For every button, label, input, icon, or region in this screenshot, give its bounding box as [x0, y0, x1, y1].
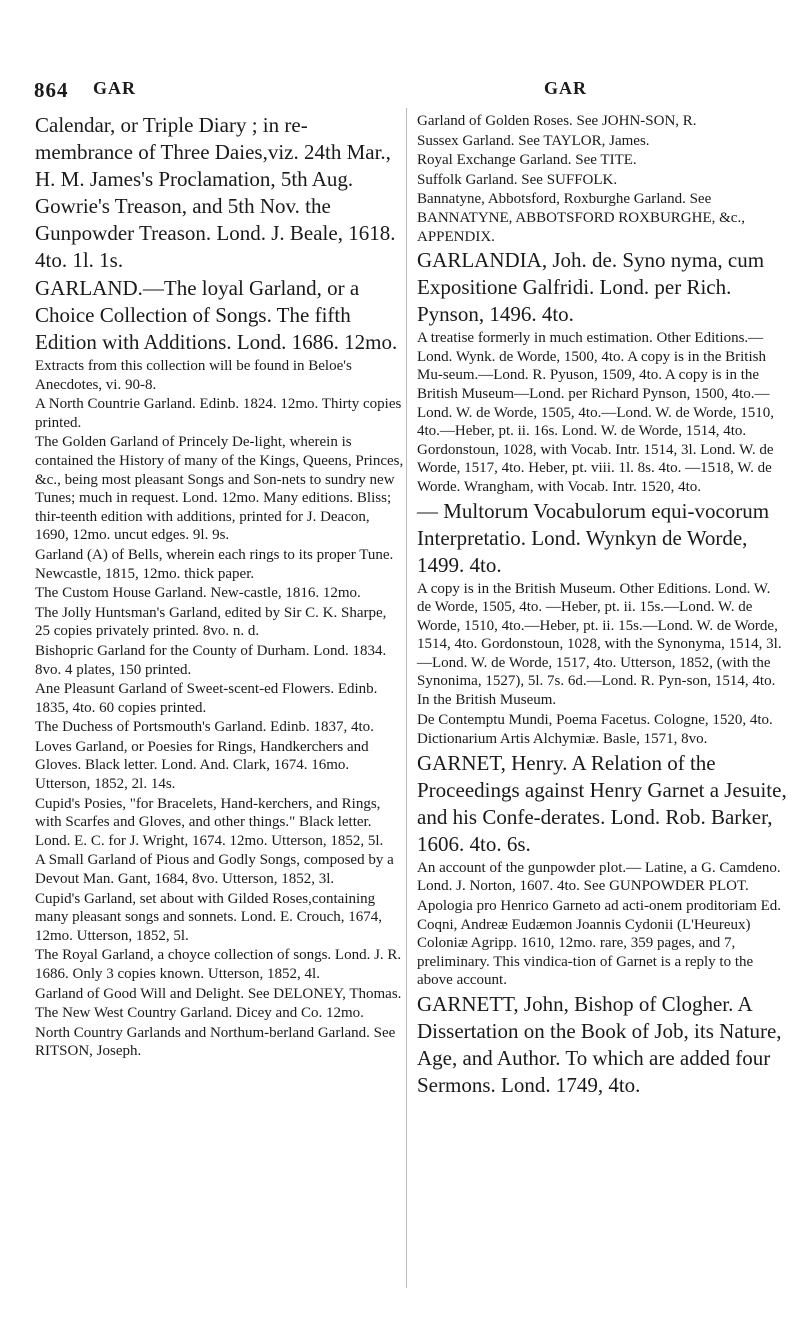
entry-note: Garland of Good Will and Delight. See DELONEY, Thomas. [35, 985, 402, 1002]
running-head-right: GAR [544, 78, 587, 98]
entry-note: Bishopric Garland for the County of Durham. Lond. 1834. 8vo. 4 plates, 150 printed. [35, 642, 387, 678]
entry-note: A Small Garland of Pious and Godly Songs, composed by a Devout Man. Gant, 1684, 8vo. Utterson, 1852, 3l. [35, 852, 394, 888]
entry-note: Bannatyne, Abbotsford, Roxburghe Garland. See BANNATYNE, ABBOTSFORD ROXBURGHE, &c., APPENDIX. [417, 191, 745, 245]
column-rule [406, 108, 407, 1288]
entry-note: Ane Pleasunt Garland of Sweet-scent-ed Flowers. Edinb. 1835, 4to. 60 copies printed. [35, 681, 378, 716]
entry-calendar: Calendar, or Triple Diary ; in re-membrance of Three Daies,viz. 24th Mar., H. M. James's Proclamation, 5th Aug. Gowrie's Treason, and 5th Nov. the Gunpowder Treason. Lond. J. Beale, 1618. 4to. 1l. 1s. [35, 113, 396, 272]
entry-note: A treatise formerly in much estimation. Other Editions.—Lond. Wynk. de Worde, 1500, 4to. A copy is in the British Mu-seum.—Lond. R. Pyuson, 1509, 4to. A copy is in the British Museum—Lond. per Richard Pynson, 1500, 4to.—Lond. W. de Worde, 1505, 4to.—Lond. W. de Worde, 1510, 4to.—Heber, pt. ii. 16s. Lond. W. de Worde, 1514, 4to. Gordonstoun, 1028, with Vocab. Intr. 1514, 3l. Lond. W. de Worde, 1517, 4to. Heber, pt. viii. 1l. 8s. 4to. —1518, W. de Worde. Wrangham, with Vocab. Intr. 1520, 4to. [417, 330, 775, 495]
entry-note: Suffolk Garland. See SUFFOLK. [417, 171, 618, 188]
entry-note: The Golden Garland of Princely De-light, wherein is contained the History of many of the Kings, Queens, Princes, &c., being most pleasant Songs and Son-nets to sundry new Tunes; much in request. Lond. 12mo. Many editions. Bliss; thir-teenth edition with additions, printed for J. Deacon, 1690, 12mo. uncut edges. 9l. 9s. [35, 434, 404, 544]
right-column [417, 112, 787, 1100]
left-column [35, 112, 405, 1062]
entry-note: The New West Country Garland. Dicey and Co. 12mo. [35, 1005, 364, 1022]
entry-note: Extracts from this collection will be found in Beloe's Anecdotes, vi. 90-8. [35, 358, 352, 393]
entry-note: Sussex Garland. See TAYLOR, James. [417, 132, 650, 149]
entry-note: The Custom House Garland. New-castle, 1816. 12mo. [35, 585, 361, 602]
entry-garland-heading: GARLAND.—The loyal Garland, or a Choice Collection of Songs. The fifth Edition with Additions. Lond. 1686. 12mo. [35, 276, 398, 354]
running-head-left: GAR [93, 78, 136, 98]
entry-note: Garland of Golden Roses. See JOHN-SON, R. [417, 113, 697, 129]
entry-multorum-heading: — Multorum Vocabulorum equi-vocorum Interpretatio. Lond. Wynkyn de Worde, 1499. 4to. [417, 498, 770, 577]
entry-note: A North Countrie Garland. Edinb. 1824. 12mo. Thirty copies printed. [35, 396, 402, 431]
entry-note: An account of the gunpowder plot.— Latine, a G. Camdeno. Lond. J. Norton, 1607. 4to. See GUNPOWDER PLOT. [417, 859, 781, 895]
entry-garlandia-heading: GARLANDIA, Joh. de. Syno nyma, cum Expositione Galfridi. Lond. per Rich. Pynson, 1496. 4to. [417, 248, 765, 327]
entry-note: Cupid's Garland, set about with Gilded Roses,containing many pleasant songs and sonnets. Lond. E. Crouch, 1674, 12mo. Utterson, 1852, 5l. [35, 890, 383, 944]
entry-note: Garland (A) of Bells, wherein each rings to its proper Tune. Newcastle, 1815, 12mo. thick paper. [35, 546, 394, 582]
entry-note: Cupid's Posies, "for Bracelets, Hand-kerchers, and Rings, with Scarfes and Gloves, and other things." Black letter. Lond. E. C. for J. Wright, 1674. 12mo. Utterson, 1852, 5l. [35, 795, 384, 849]
entry-note: Loves Garland, or Poesies for Rings, Handkerchers and Gloves. Black letter. Lond. And. Clark, 1674. 16mo. Utterson, 1852, 2l. 14s. [35, 738, 369, 793]
entry-note: The Royal Garland, a choyce collection of songs. Lond. J. R. 1686. Only 3 copies known. Utterson, 1852, 4l. [35, 947, 402, 982]
entry-note: Dictionarium Artis Alchymiæ. Basle, 1571, 8vo. [417, 731, 708, 748]
entry-note: North Country Garlands and Northum-berland Garland. See RITSON, Joseph. [35, 1024, 396, 1060]
entry-note: Apologia pro Henrico Garneto ad acti-onem proditoriam Ed. Coqni, Andreæ Eudæmon Joannis Cydonii (L'Heureux) Coloniæ Agripp. 1610, 12mo. rare, 359 pages, and 7, preliminary. This vindica-tion of Garnet is a reply to the above account. [417, 898, 782, 989]
entry-note: De Contemptu Mundi, Poema Facetus. Cologne, 1520, 4to. [417, 711, 773, 728]
entry-note: The Jolly Huntsman's Garland, edited by Sir C. K. Sharpe, 25 copies privately printed. 8vo. n. d. [35, 604, 387, 640]
page-number: 864 [34, 78, 69, 102]
entry-note: Royal Exchange Garland. See TITE. [417, 152, 637, 169]
entry-note: The Duchess of Portsmouth's Garland. Edinb. 1837, 4to. [35, 719, 374, 736]
entry-garnett-heading: GARNETT, John, Bishop of Clogher. A Dissertation on the Book of Job, its Nature, Age, and Author. To which are added four Sermons. Lond. 1749, 4to. [417, 992, 782, 1097]
entry-note: A copy is in the British Museum. Other Editions. Lond. W. de Worde, 1505, 4to. —Heber, pt. ii. 15s.—Lond. W. de Worde, 1510, 4to.—Heber, pt. ii. 15s.—Lond. W. de Worde, 1514, 4to. Gordonstoun, 1028, with the Synonyma, 1514, 3l.—Lond. W. de Worde, 1517, 4to. Utterson, 1852, (with the Synonima, 1527), 5l. 7s. 6d.—Lond. R. Pyn-son, 1514, 4to. In the British Museum. [417, 580, 782, 709]
entry-garnet-heading: GARNET, Henry. A Relation of the Proceedings against Henry Garnet a Jesuite, and his Confe-derates. Lond. Rob. Barker, 1606. 4to. 6s. [417, 750, 787, 856]
